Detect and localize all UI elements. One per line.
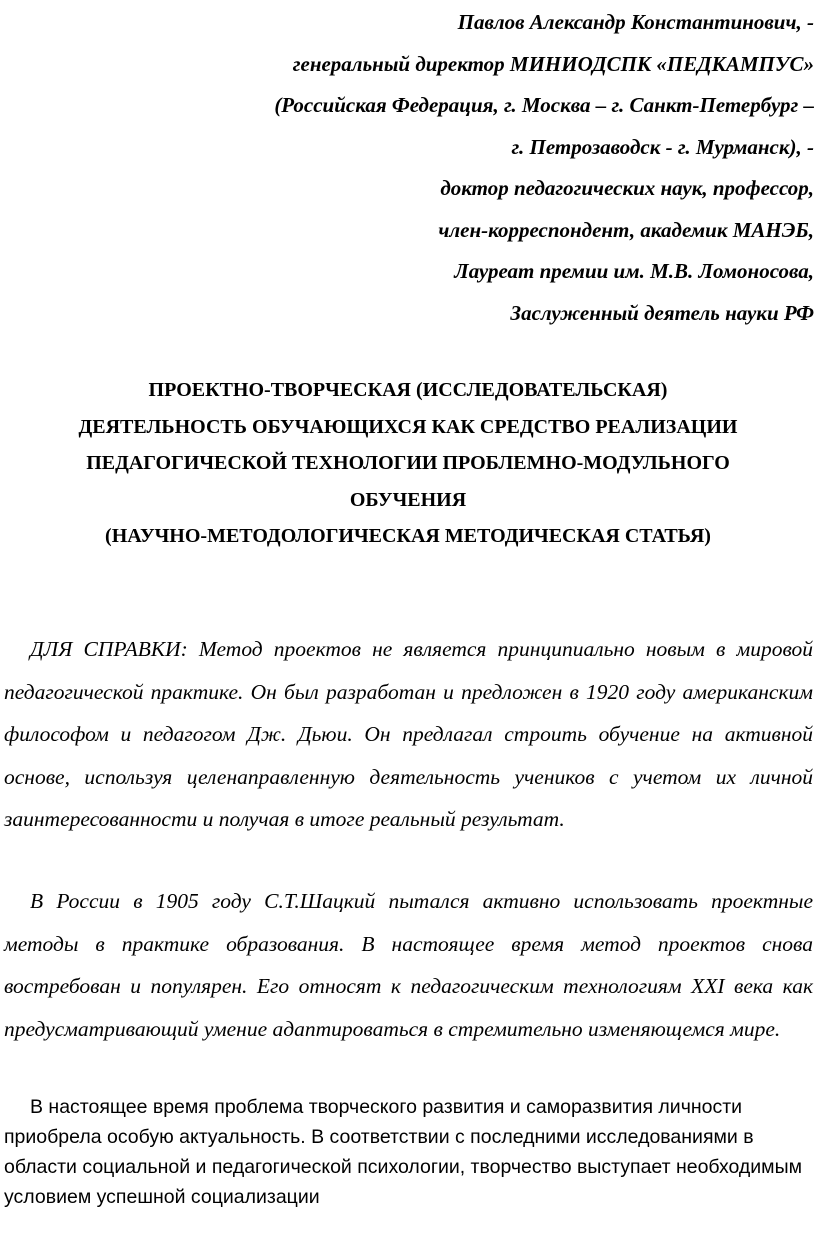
- title-line-3: ПЕДАГОГИЧЕСКОЙ ТЕХНОЛОГИИ ПРОБЛЕМНО-МОДУЛЬНОГО: [86, 452, 730, 474]
- author-location-line-2: г. Петрозаводск - г. Мурманск), -: [511, 134, 814, 159]
- body-paragraph-reference-note: ДЛЯ СПРАВКИ: Метод проектов не является принципиально новым в мировой педагогической практике. Он был разработан и предложен в 1920 году американским философом и педагогом Дж. Дьюи. Он предлагал строить обучение на активной основе, используя целенаправленную деятельность учеников с учетом их личной заинтересованности и получая в итоге реальный результат.: [4, 637, 813, 831]
- article-title: [0, 372, 816, 555]
- author-award: Лауреат премии им. М.В. Ломоносова,: [454, 259, 814, 283]
- author-honor: Заслуженный деятель науки РФ: [510, 300, 814, 325]
- author-degree: доктор педагогических наук, профессор,: [440, 176, 814, 200]
- body-paragraph-russia-history: В России в 1905 году С.Т.Шацкий пытался активно использовать проектные методы в практике образования. В настоящее время метод проектов снова востребован и популярен. Его относят к педагогическим технологиям XXI века как предусматривающий умение адаптироваться в стремительно изменяющемся мире.: [4, 889, 813, 1041]
- title-line-4: ОБУЧЕНИЯ: [349, 488, 467, 511]
- article-subtitle: (НАУЧНО-МЕТОДОЛОГИЧЕСКАЯ МЕТОДИЧЕСКАЯ СТАТЬЯ): [105, 525, 711, 547]
- body-paragraph-creative-development: В настоящее время проблема творческого развития и саморазвития личности приобрела особую актуальность. В соответствии с последними исследованиями в области социальной и педагогической психологии, творчество выступает необходимым условием успешной социализации: [4, 1096, 802, 1208]
- author-membership: член-корреспондент, академик МАНЭБ,: [438, 217, 814, 242]
- author-position: генеральный директор МИНИОДСПК «ПЕДКАМПУС»: [292, 51, 814, 76]
- author-block: [274, 2, 814, 334]
- title-line-2: ДЕЯТЕЛЬНОСТЬ ОБУЧАЮЩИХСЯ КАК СРЕДСТВО РЕАЛИЗАЦИИ: [78, 415, 738, 438]
- author-name: Павлов Александр Константинович, -: [457, 10, 814, 34]
- author-location-line-1: (Российская Федерация, г. Москва – г. Санкт-Петербург –: [274, 93, 814, 117]
- title-line-1: ПРОЕКТНО-ТВОРЧЕСКАЯ (ИССЛЕДОВАТЕЛЬСКАЯ): [148, 379, 668, 401]
